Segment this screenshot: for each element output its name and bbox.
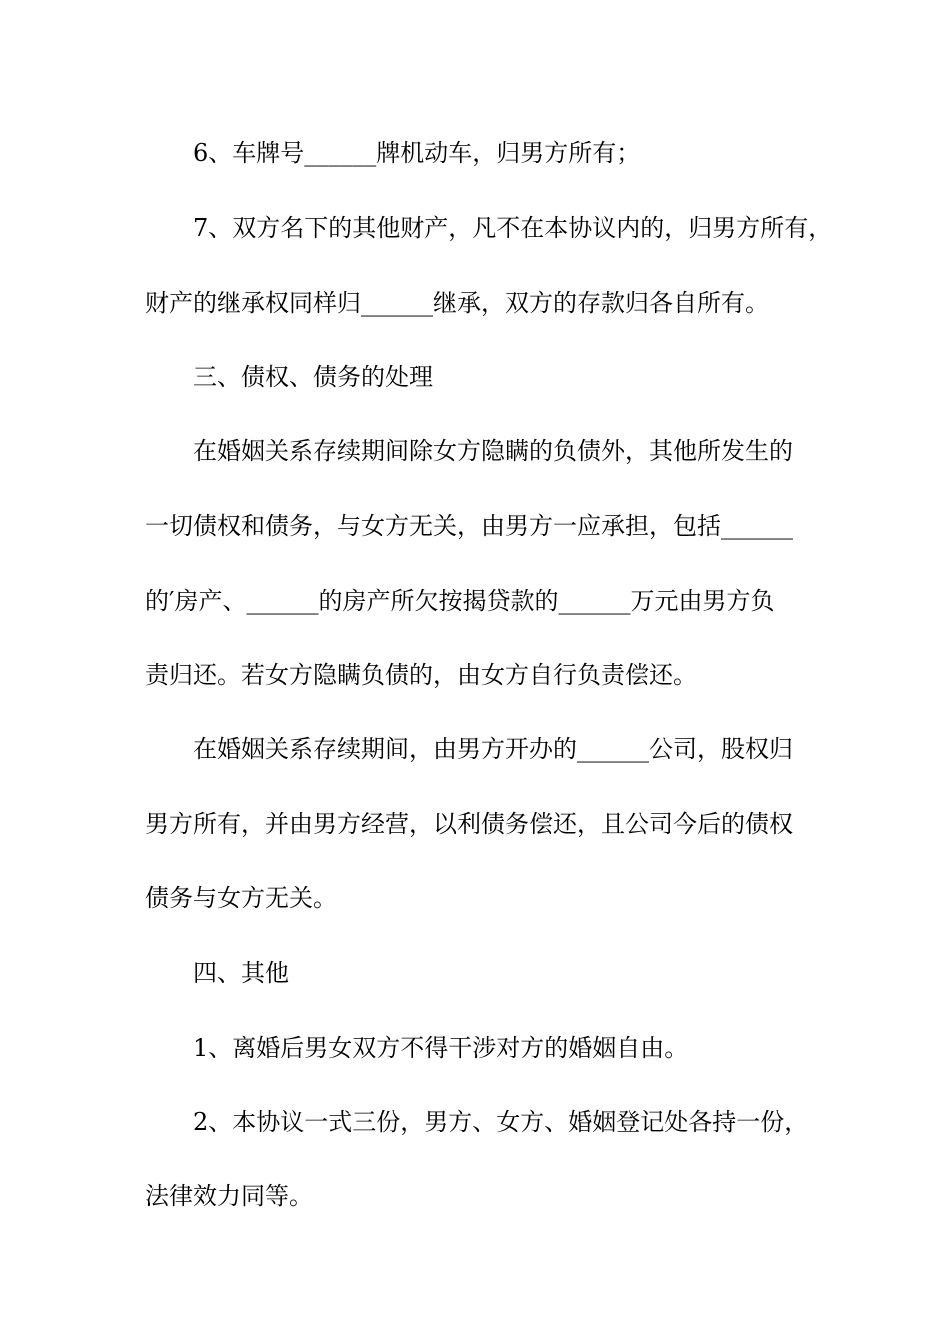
text-line: 2、本协议一式三份，男方、女方、婚姻登记处各持一份，: [193, 1108, 809, 1136]
text-line: 责归还。若女方隐瞒负债的，由女方自行负责偿还。: [145, 661, 697, 689]
text-line: 一切债权和债务，与女方无关，由男方一应承担，包括______: [145, 512, 793, 540]
text-line: 1、离婚后男女双方不得干涉对方的婚姻自由。: [193, 1034, 689, 1062]
text-line: 6、车牌号______牌机动车，归男方所有；: [193, 139, 641, 167]
text-line: 法律效力同等。: [145, 1182, 313, 1210]
text-line: 财产的继承权同样归______继承，双方的存款归各自所有。: [145, 289, 769, 317]
text-line: 7、双方名下的其他财产，凡不在本协议内的，归男方所有，: [193, 214, 833, 242]
text-line: 债务与女方无关。: [145, 884, 337, 912]
text-line: 在婚姻关系存续期间，由男方开办的______公司，股权归: [193, 735, 793, 763]
section-heading: 四、其他: [193, 959, 289, 987]
text-line: 的′房产、______的房产所欠按揭贷款的______万元由男方负: [145, 587, 775, 615]
text-line: 在婚姻关系存续期间除女方隐瞒的负债外，其他所发生的: [193, 437, 793, 465]
text-line: 男方所有，并由男方经营，以利债务偿还，且公司今后的债权: [145, 810, 793, 838]
section-heading: 三、债权、债务的处理: [193, 363, 433, 391]
